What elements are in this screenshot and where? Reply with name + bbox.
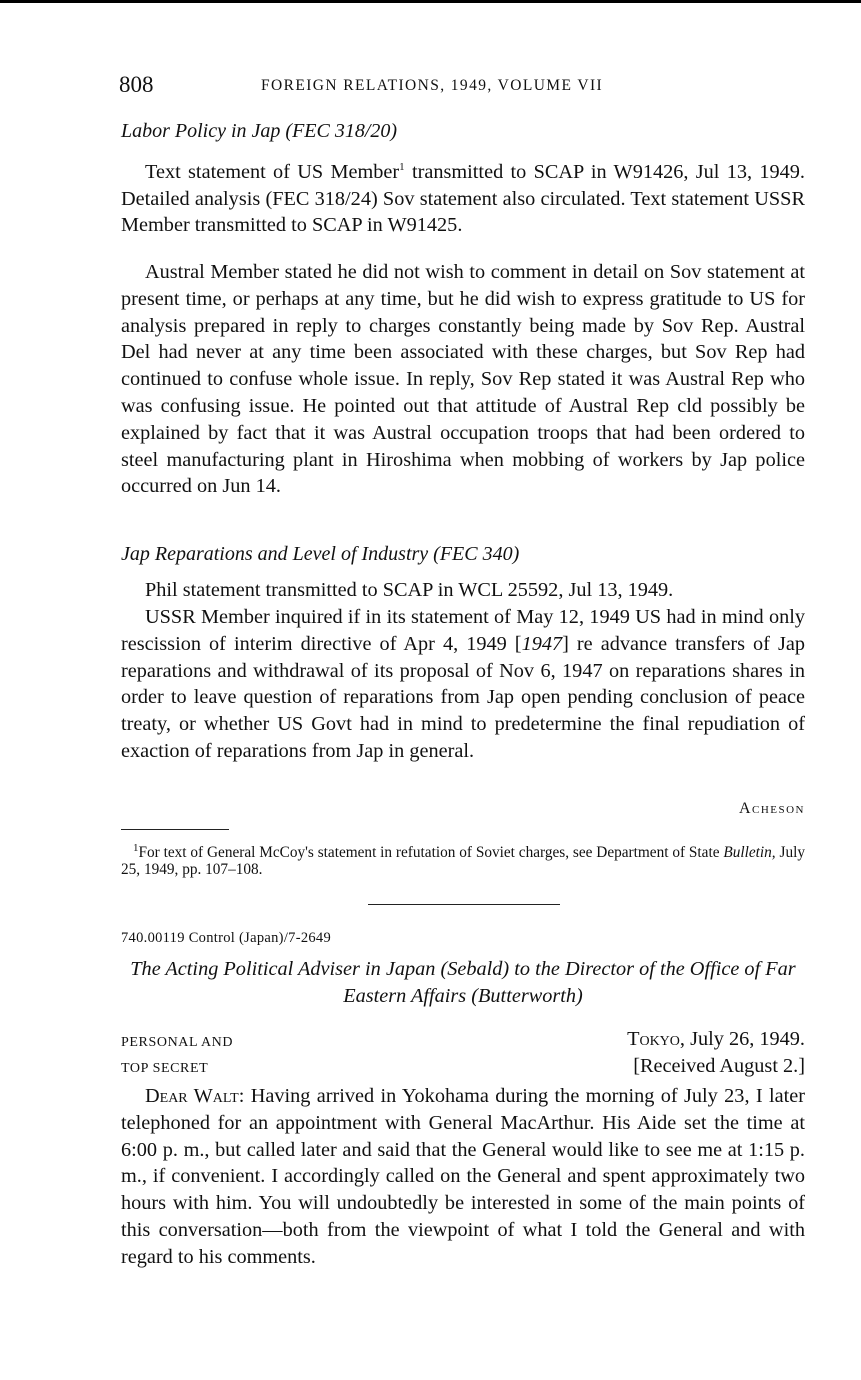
paragraph-text: ] re advance transfers of Jap reparations and withdrawal of its proposal of Nov 6, 1947 on reparations shares in order to leave question of reparations from Jap open pending conclusion of peace treaty, or whether US Govt had in mind to predetermine the final repudiation of exaction of reparations from Jap in general. — [121, 632, 806, 762]
year-correction: 1947 — [521, 632, 563, 655]
paragraph-text: transmitted to SCAP in W91426, Jul 13, 1949. Detailed analysis (FEC 318/24) Sov statement also circulated. Text statement USSR Member transmitted to SCAP in W91425. — [121, 160, 805, 237]
footnote — [121, 840, 805, 878]
footnote-text: July 25, 1949, pp. 107–108. — [121, 844, 805, 879]
top-border — [0, 0, 861, 3]
date: July 26, 1949. — [690, 1028, 805, 1050]
footnote-text: For text of General McCoy's statement in refutation of Soviet charges, see Department of State — [138, 844, 724, 862]
paragraph-labor-2: Austral Member stated he did not wish to comment in detail on Sov statement at present time, or perhaps at any time, but he did wish to express gratitude to US for analysis prepared in reply to charges constantly being made by Sov Rep. Austral Del had never at any time been associated with these charges, but Sov Rep had continued to confuse whole issue. In reply, Sov Rep stated it was Austral Rep who was confusing issue. He pointed out that attitude of Austral Rep cld possibly be explained by fact that it was Austral occupation troops that had been ordered to steel manufacturing plant in Hiroshima when mobbing of workers by Jap police occurred on Jun 14. — [121, 261, 805, 498]
place-date — [627, 1028, 805, 1051]
signature-acheson: Acheson — [738, 800, 805, 817]
paragraph-text: Text statement of US Member — [145, 160, 400, 183]
paragraph-reparations-2 — [121, 604, 805, 765]
running-head: FOREIGN RELATIONS, 1949, VOLUME VII — [261, 77, 604, 94]
received-date: [Received August 2.] — [633, 1055, 805, 1077]
section-divider — [368, 904, 560, 905]
paragraph-reparations-1: Phil statement transmitted to SCAP in WCL 25592, Jul 13, 1949. — [145, 579, 674, 601]
footnote-marker: 1 — [133, 842, 139, 854]
document-title: The Acting Political Adviser in Japan (Sebald) to the Director of the Office of Far Eastern Affairs (Butterworth) — [130, 958, 796, 1007]
letter-text: : Having arrived in Yokohama during the morning of July 23, I later telephoned for an appointment with General MacArthur. His Aide set the time at 6:00 p. m., but called later and said that the General would like to see me at 1:15 p. m., if convenient. I accordingly called on the General and spent approximately two hours with him. You will undoubtedly be interested in some of the main points of this conversation—both from the viewpoint of what I told the General and with regard to his comments. — [121, 1085, 806, 1268]
footnote-publication: Bulletin, — [723, 844, 776, 862]
section-title-labor-policy: Labor Policy in Jap (FEC 318/20) — [121, 120, 398, 142]
file-number: 740.00119 Control (Japan)/7-2649 — [121, 930, 332, 946]
page-header — [119, 72, 809, 102]
classification-line-2: TOP SECRET — [121, 1061, 209, 1076]
footnote-divider — [121, 829, 229, 830]
classification-line-1: PERSONAL AND — [121, 1035, 234, 1050]
paragraph-text: USSR Member inquired if in its statement of May 12, 1949 US had in mind only rescission of interim directive of Apr 4, 1949 [ — [121, 606, 805, 655]
footnote-reference: 1 — [399, 161, 405, 173]
letter-body — [121, 1083, 805, 1271]
page-number: 808 — [119, 72, 154, 97]
paragraph-labor-1 — [121, 154, 805, 239]
salutation: Dear Walt — [145, 1085, 239, 1107]
section-title-reparations: Jap Reparations and Level of Industry (FEC 340) — [121, 543, 520, 565]
place: Tokyo, — [627, 1028, 685, 1050]
